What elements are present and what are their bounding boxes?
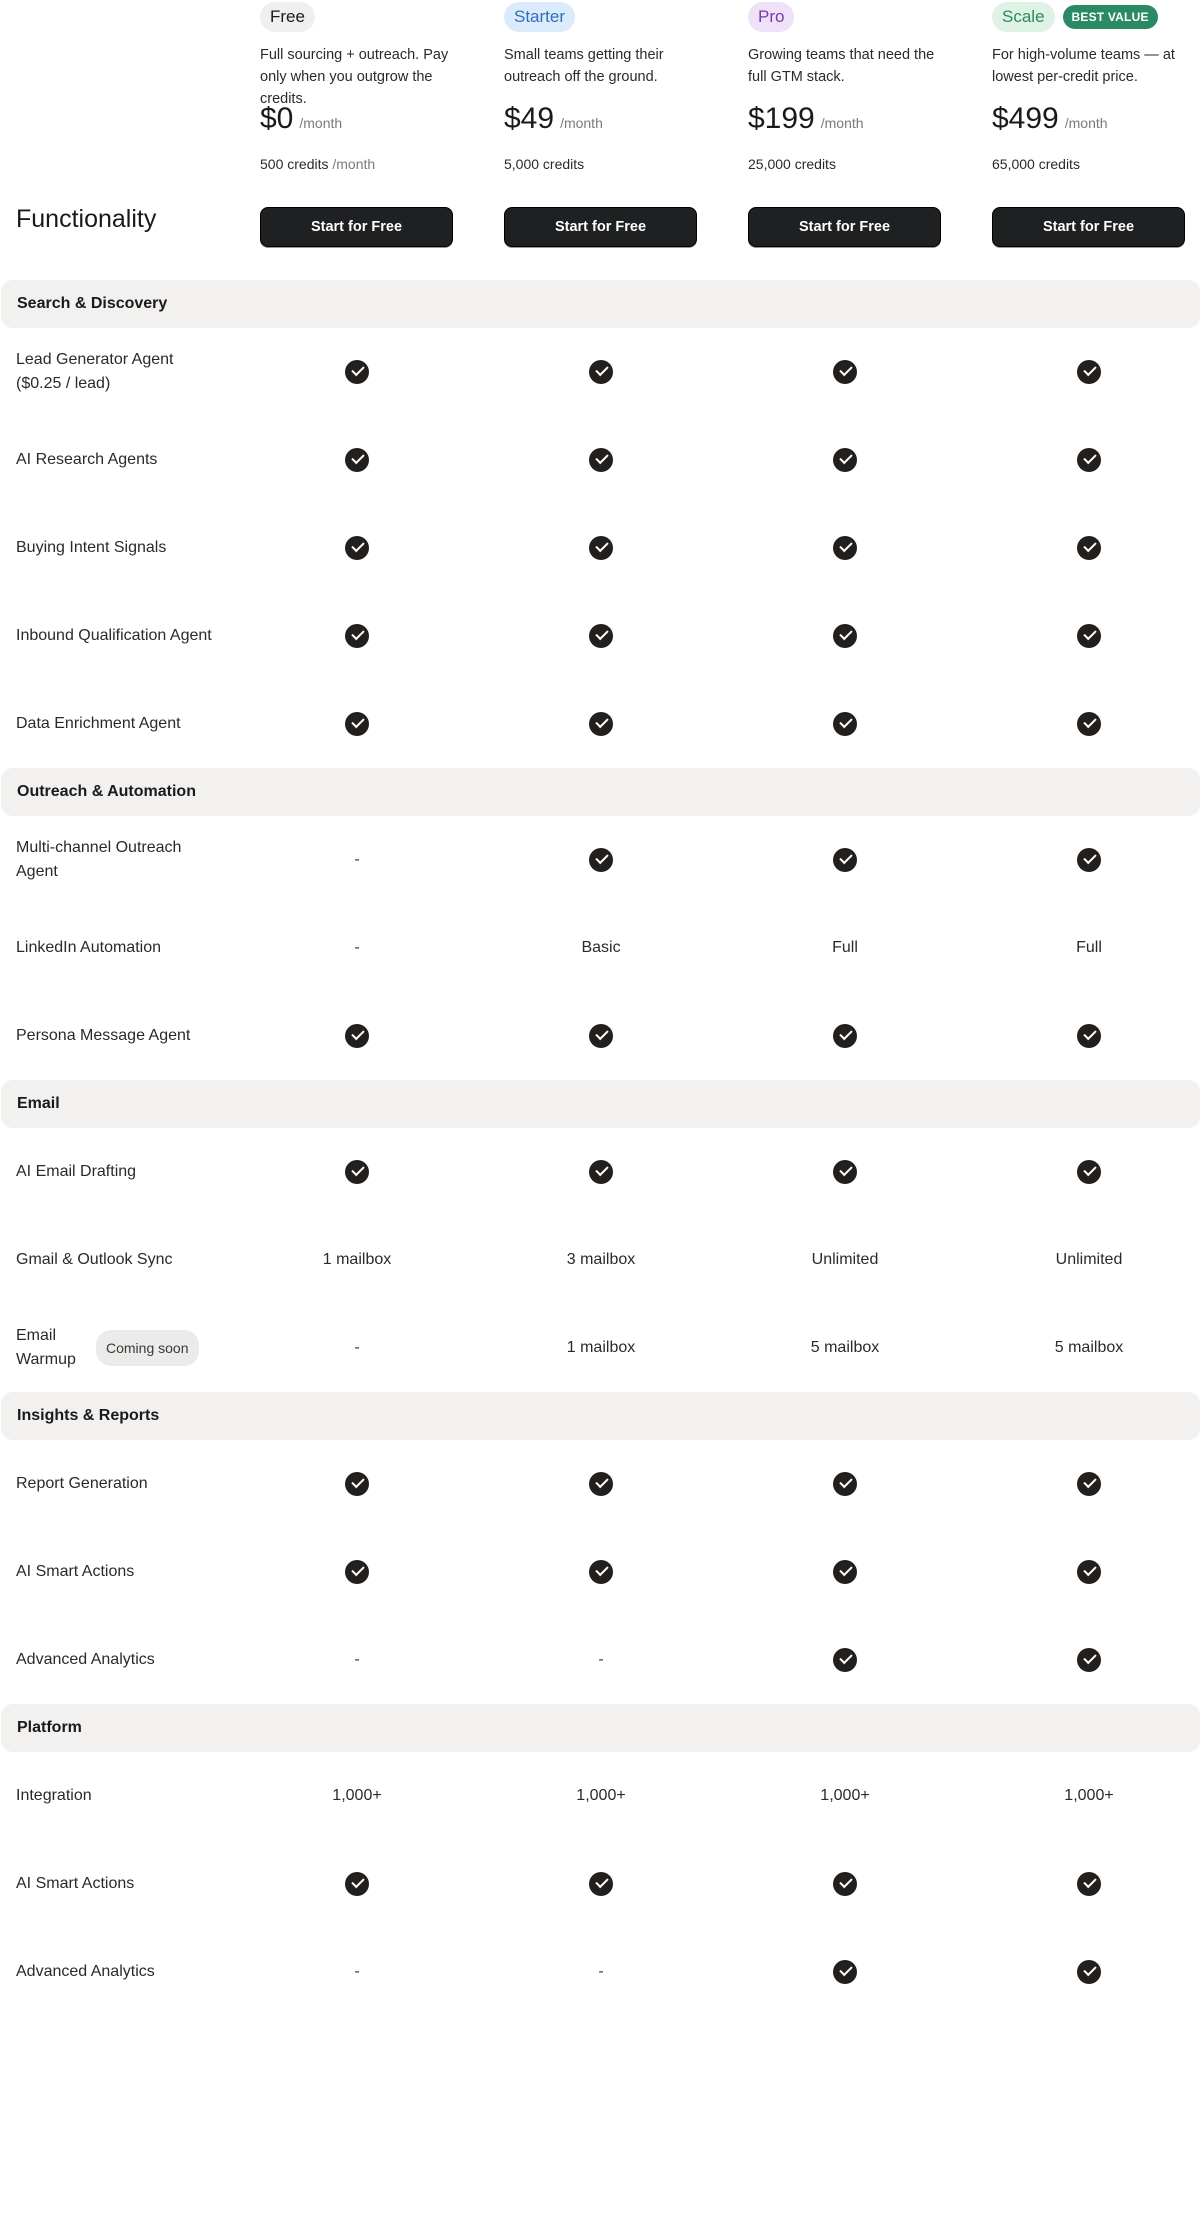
- feature-cell-scale: [1055, 1339, 1123, 1357]
- feature-cell-scale: [1056, 1251, 1123, 1269]
- plan-header: [260, 2, 460, 32]
- check-icon: [345, 1160, 369, 1184]
- feature-cell-pro: [833, 848, 857, 872]
- feature-cell-starter: [567, 1251, 635, 1269]
- credits-period: /month: [328, 156, 376, 172]
- plan-header: [504, 2, 704, 32]
- feature-label: [16, 1472, 216, 1496]
- check-icon: [589, 1160, 613, 1184]
- feature-name: Advanced Analytics: [16, 1651, 155, 1668]
- feature-cell-starter: [598, 1651, 603, 1669]
- feature-cell-pro: [832, 939, 858, 957]
- plan-credits: 65,000 credits: [992, 156, 1080, 172]
- plan-price: $199: [748, 102, 815, 135]
- price-row: [504, 102, 704, 138]
- plan-description: Growing teams that need the full GTM stack.: [748, 47, 935, 85]
- price-period: /month: [820, 115, 864, 131]
- check-icon: [833, 536, 857, 560]
- table-row: [0, 592, 1201, 680]
- table-row: [0, 1440, 1201, 1528]
- feature-label: [16, 1248, 216, 1272]
- price-period: /month: [560, 115, 603, 131]
- feature-value: 3 mailbox: [566, 1251, 636, 1268]
- feature-cell-pro: [833, 1960, 857, 1984]
- feature-cell-pro: [833, 360, 857, 384]
- feature-cell-free: [345, 624, 369, 648]
- feature-value: Basic: [581, 939, 621, 956]
- check-icon: [833, 1160, 857, 1184]
- feature-name: AI Smart Actions: [16, 1563, 135, 1580]
- feature-label: [16, 936, 216, 960]
- feature-cell-pro: [833, 1560, 857, 1584]
- feature-value: Full: [1076, 939, 1102, 956]
- feature-cell-free: [354, 939, 359, 957]
- feature-cell-starter: [589, 536, 613, 560]
- check-icon: [345, 536, 369, 560]
- feature-label: [16, 1960, 216, 1984]
- feature-cell-free: [345, 1560, 369, 1584]
- check-icon: [589, 360, 613, 384]
- feature-value: 1 mailbox: [322, 1251, 392, 1268]
- check-icon: [833, 1472, 857, 1496]
- check-icon: [1077, 848, 1101, 872]
- check-icon: [345, 1472, 369, 1496]
- feature-cell-free: [345, 712, 369, 736]
- feature-name: Advanced Analytics: [16, 1963, 155, 1980]
- price-row: [260, 102, 460, 138]
- feature-name: Email Warmup: [16, 1327, 76, 1368]
- feature-cell-starter: [576, 1787, 625, 1805]
- section-header-insights-reports: Insights & Reports: [1, 1392, 1200, 1440]
- feature-cell-scale: [1077, 1560, 1101, 1584]
- credits-row: [748, 156, 948, 176]
- feature-cell-starter: [589, 624, 613, 648]
- feature-name: Gmail & Outlook Sync: [16, 1251, 173, 1268]
- plan-name-pill: Starter: [504, 2, 575, 32]
- plan-description: Full sourcing + outreach. Pay only when you outgrow the credits.: [260, 47, 449, 107]
- feature-value: 1,000+: [332, 1787, 382, 1804]
- check-icon: [1077, 1560, 1101, 1584]
- feature-name: AI Email Drafting: [16, 1163, 137, 1180]
- coming-soon-badge: Coming soon: [96, 1330, 199, 1366]
- feature-cell-starter: [589, 848, 613, 872]
- plan-description: Small teams getting their outreach off the ground.: [504, 47, 664, 85]
- check-icon: [345, 1872, 369, 1896]
- check-icon: [1077, 1648, 1101, 1672]
- feature-cell-pro: [833, 1648, 857, 1672]
- feature-cell-scale: [1077, 1872, 1101, 1896]
- check-icon: [1077, 536, 1101, 560]
- check-icon: [833, 1560, 857, 1584]
- feature-name: Data Enrichment Agent: [16, 715, 181, 732]
- feature-cell-scale: [1077, 360, 1101, 384]
- feature-cell-free: [332, 1787, 381, 1805]
- check-icon: [833, 360, 857, 384]
- feature-cell-starter: [589, 360, 613, 384]
- table-row: [0, 1616, 1201, 1704]
- feature-cell-starter: [589, 1024, 613, 1048]
- check-icon: [345, 712, 369, 736]
- feature-cell-starter: [589, 1472, 613, 1496]
- not-included-dash: -: [354, 1963, 360, 1980]
- feature-cell-pro: [833, 1872, 857, 1896]
- not-included-dash: -: [598, 1651, 604, 1668]
- price-period: /month: [1064, 115, 1108, 131]
- feature-label: [16, 712, 216, 736]
- plan-name-pill: Scale: [992, 2, 1055, 32]
- feature-cell-scale: [1076, 939, 1102, 957]
- table-row: [0, 680, 1201, 768]
- feature-cell-starter: [567, 1339, 635, 1357]
- feature-cell-scale: [1064, 1787, 1113, 1805]
- feature-cell-scale: [1077, 1648, 1101, 1672]
- feature-cell-pro: [833, 712, 857, 736]
- check-icon: [833, 624, 857, 648]
- feature-value: Unlimited: [811, 1251, 879, 1268]
- check-icon: [345, 624, 369, 648]
- feature-label: [16, 836, 216, 884]
- feature-value: 1 mailbox: [566, 1339, 636, 1356]
- feature-value: 1,000+: [820, 1787, 870, 1804]
- feature-value: 5 mailbox: [810, 1339, 880, 1356]
- feature-cell-starter: [589, 1560, 613, 1584]
- feature-cell-free: [345, 1872, 369, 1896]
- start-for-free-button[interactable]: Start for Free: [260, 207, 453, 247]
- feature-label: [16, 1784, 216, 1808]
- table-row: [0, 1752, 1201, 1840]
- check-icon: [1077, 1160, 1101, 1184]
- feature-label: [16, 448, 216, 472]
- plan-price: $49: [504, 102, 555, 135]
- feature-cell-free: [345, 1472, 369, 1496]
- feature-cell-free: [345, 1024, 369, 1048]
- check-icon: [589, 624, 613, 648]
- section-header-email: Email: [1, 1080, 1200, 1128]
- feature-name: AI Smart Actions: [16, 1875, 135, 1892]
- plan-description: For high-volume teams — at lowest per-credit price.: [992, 47, 1175, 85]
- plan-price: $0: [260, 102, 294, 135]
- check-icon: [589, 848, 613, 872]
- price-row: [748, 102, 948, 138]
- feature-label: [16, 1024, 216, 1048]
- price-row: [992, 102, 1192, 138]
- feature-cell-scale: [1077, 1160, 1101, 1184]
- feature-name: Integration: [16, 1787, 92, 1804]
- table-row: [0, 904, 1201, 992]
- table-row: [0, 504, 1201, 592]
- feature-value: 1,000+: [1064, 1787, 1114, 1804]
- feature-value: Full: [832, 939, 858, 956]
- feature-cell-scale: [1077, 1960, 1101, 1984]
- feature-cell-starter: [589, 1160, 613, 1184]
- check-icon: [589, 448, 613, 472]
- check-icon: [589, 1472, 613, 1496]
- plan-credits: 25,000 credits: [748, 156, 836, 172]
- feature-cell-pro: [812, 1251, 879, 1269]
- feature-cell-scale: [1077, 448, 1101, 472]
- feature-label: [16, 1872, 216, 1896]
- feature-label: [16, 536, 216, 560]
- check-icon: [345, 1560, 369, 1584]
- feature-cell-scale: [1077, 1024, 1101, 1048]
- credits-row: [260, 156, 460, 176]
- plan-column-free: [260, 0, 460, 235]
- check-icon: [589, 1560, 613, 1584]
- feature-label: [16, 1560, 216, 1584]
- check-icon: [1077, 1960, 1101, 1984]
- feature-cell-free: [354, 851, 359, 869]
- check-icon: [1077, 624, 1101, 648]
- feature-label: [16, 1648, 216, 1672]
- check-icon: [345, 448, 369, 472]
- plan-header: [748, 2, 948, 32]
- feature-name: Report Generation: [16, 1475, 148, 1492]
- check-icon: [589, 536, 613, 560]
- feature-cell-starter: [598, 1963, 603, 1981]
- plan-header: [992, 2, 1192, 32]
- check-icon: [833, 1648, 857, 1672]
- feature-cell-pro: [833, 536, 857, 560]
- table-row: [0, 816, 1201, 904]
- not-included-dash: -: [354, 939, 360, 956]
- check-icon: [833, 712, 857, 736]
- table-row: [0, 1528, 1201, 1616]
- check-icon: [589, 1872, 613, 1896]
- feature-cell-scale: [1077, 536, 1101, 560]
- check-icon: [833, 448, 857, 472]
- credits-row: [504, 156, 704, 176]
- plan-name-pill: Pro: [748, 2, 794, 32]
- check-icon: [589, 1024, 613, 1048]
- table-row: [0, 992, 1201, 1080]
- feature-cell-free: [345, 1160, 369, 1184]
- plan-price: $499: [992, 102, 1059, 135]
- feature-label: [16, 624, 216, 648]
- feature-comparison-table: [0, 280, 1201, 2016]
- feature-cell-pro: [833, 624, 857, 648]
- check-icon: [833, 848, 857, 872]
- feature-name: Buying Intent Signals: [16, 539, 167, 556]
- table-row: [0, 1840, 1201, 1928]
- plan-column-scale: [992, 0, 1192, 235]
- check-icon: [345, 1024, 369, 1048]
- feature-cell-free: [354, 1963, 359, 1981]
- table-row: [0, 1216, 1201, 1304]
- check-icon: [1077, 448, 1101, 472]
- feature-cell-free: [354, 1651, 359, 1669]
- feature-cell-free: [345, 448, 369, 472]
- feature-label: [16, 1160, 216, 1184]
- pricing-header: [0, 0, 1201, 280]
- feature-name: Multi-channel Outreach Agent: [16, 839, 182, 880]
- feature-label: [16, 348, 216, 396]
- check-icon: [589, 712, 613, 736]
- start-for-free-button[interactable]: Start for Free: [992, 207, 1185, 247]
- table-row: [0, 1128, 1201, 1216]
- feature-cell-free: [345, 360, 369, 384]
- table-row: [0, 1928, 1201, 2016]
- check-icon: [1077, 360, 1101, 384]
- plan-credits: 5,000 credits: [504, 156, 585, 172]
- not-included-dash: -: [354, 1651, 360, 1668]
- check-icon: [833, 1872, 857, 1896]
- plan-column-pro: [748, 0, 948, 235]
- section-header-search-discovery: Search & Discovery: [1, 280, 1200, 328]
- not-included-dash: -: [598, 1963, 604, 1980]
- check-icon: [833, 1024, 857, 1048]
- best-value-badge: BEST VALUE: [1063, 5, 1158, 29]
- feature-cell-starter: [589, 1872, 613, 1896]
- feature-cell-free: [323, 1251, 391, 1269]
- plan-column-starter: [504, 0, 704, 235]
- check-icon: [833, 1960, 857, 1984]
- credits-row: [992, 156, 1192, 176]
- feature-cell-starter: [589, 712, 613, 736]
- check-icon: [1077, 1024, 1101, 1048]
- feature-cell-scale: [1077, 712, 1101, 736]
- feature-name: LinkedIn Automation: [16, 939, 161, 956]
- plan-credits: 500 credits: [260, 156, 329, 172]
- feature-cell-scale: [1077, 624, 1101, 648]
- not-included-dash: -: [354, 1339, 360, 1356]
- feature-label: [16, 1324, 216, 1372]
- feature-cell-starter: [581, 939, 620, 957]
- check-icon: [1077, 1872, 1101, 1896]
- feature-name: Inbound Qualification Agent: [16, 627, 212, 644]
- feature-value: 1,000+: [576, 1787, 626, 1804]
- feature-cell-pro: [820, 1787, 869, 1805]
- start-for-free-button[interactable]: Start for Free: [504, 207, 697, 247]
- check-icon: [1077, 1472, 1101, 1496]
- feature-value: Unlimited: [1055, 1251, 1123, 1268]
- feature-cell-scale: [1077, 848, 1101, 872]
- feature-cell-scale: [1077, 1472, 1101, 1496]
- feature-cell-pro: [833, 448, 857, 472]
- check-icon: [1077, 712, 1101, 736]
- section-header-outreach-automation: Outreach & Automation: [1, 768, 1200, 816]
- section-header-platform: Platform: [1, 1704, 1200, 1752]
- table-row: [0, 328, 1201, 416]
- feature-name: AI Research Agents: [16, 451, 158, 468]
- feature-name: Lead Generator Agent ($0.25 / lead): [16, 351, 174, 392]
- feature-value: 5 mailbox: [1054, 1339, 1124, 1356]
- table-row: [0, 416, 1201, 504]
- check-icon: [345, 360, 369, 384]
- feature-cell-pro: [811, 1339, 879, 1357]
- plan-name-pill: Free: [260, 2, 315, 32]
- feature-name: Persona Message Agent: [16, 1027, 191, 1044]
- feature-cell-pro: [833, 1472, 857, 1496]
- start-for-free-button[interactable]: Start for Free: [748, 207, 941, 247]
- table-row: [0, 1304, 1201, 1392]
- feature-cell-free: [354, 1339, 359, 1357]
- feature-cell-pro: [833, 1024, 857, 1048]
- feature-cell-pro: [833, 1160, 857, 1184]
- functionality-title: Functionality: [16, 205, 157, 233]
- feature-cell-free: [345, 536, 369, 560]
- price-period: /month: [299, 115, 343, 131]
- feature-cell-starter: [589, 448, 613, 472]
- not-included-dash: -: [354, 851, 360, 868]
